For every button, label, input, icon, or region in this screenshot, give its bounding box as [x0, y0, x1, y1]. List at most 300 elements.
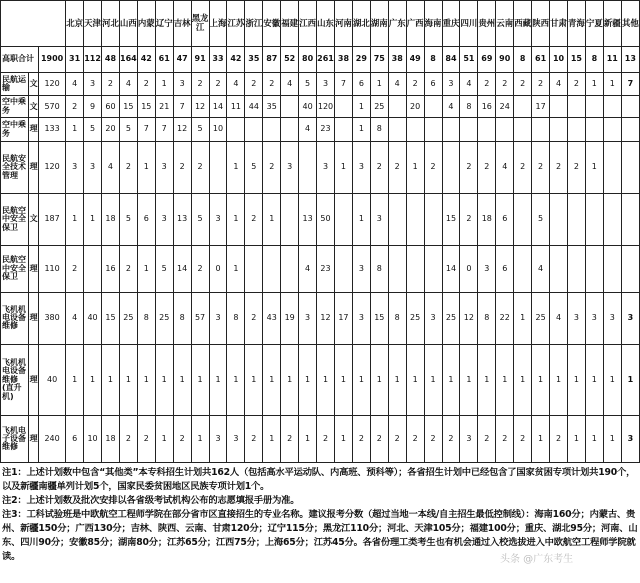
- cell-value: [550, 193, 568, 245]
- province-header: 山西: [119, 1, 137, 47]
- province-header: 四川: [460, 1, 478, 47]
- watermark: 头条 @广东考生: [500, 554, 574, 565]
- cell-value: [585, 246, 603, 293]
- cell-value: 1: [406, 344, 424, 416]
- cell-value: 18: [478, 193, 496, 245]
- cell-value: 1: [281, 344, 299, 416]
- plan-value: 69: [478, 46, 496, 72]
- plan-label: 高职合计: [1, 46, 39, 72]
- cell-value: 3: [621, 416, 639, 463]
- cell-value: 1: [442, 344, 460, 416]
- major-row: [1, 118, 640, 142]
- cell-value: [585, 193, 603, 245]
- plan-value: 164: [119, 46, 137, 72]
- province-header: 江西: [299, 1, 317, 47]
- cell-value: 1: [227, 344, 245, 416]
- cell-value: [514, 118, 532, 142]
- cell-value: 1: [621, 344, 639, 416]
- province-header: 其他: [621, 1, 639, 47]
- cell-value: [245, 246, 263, 293]
- cell-value: 10: [209, 118, 227, 142]
- cell-value: 2: [66, 96, 84, 118]
- province-header: 重庆: [442, 1, 460, 47]
- cell-value: 2: [442, 416, 460, 463]
- plan-value: 38: [334, 46, 352, 72]
- cell-value: 1: [514, 344, 532, 416]
- cell-value: 1: [532, 344, 550, 416]
- major-name: 飞机电子设备维修: [1, 416, 29, 463]
- major-total: 40: [39, 344, 66, 416]
- cell-value: 3: [209, 292, 227, 344]
- major-total: 240: [39, 416, 66, 463]
- major-name: 民航安全技术管理: [1, 141, 29, 193]
- province-header: 青海: [567, 1, 585, 47]
- cell-value: 2: [102, 72, 120, 96]
- cell-value: 3: [209, 193, 227, 245]
- plan-value: 35: [245, 46, 263, 72]
- cell-value: 1: [227, 246, 245, 293]
- cell-value: 3: [84, 141, 102, 193]
- cell-value: [567, 246, 585, 293]
- cell-value: 25: [370, 96, 388, 118]
- cell-value: 2: [370, 141, 388, 193]
- cell-value: [603, 246, 621, 293]
- cell-value: [281, 246, 299, 293]
- province-header: 广西: [406, 1, 424, 47]
- cell-value: 1: [603, 72, 621, 96]
- cell-value: 18: [102, 416, 120, 463]
- province-header: 北京: [66, 1, 84, 47]
- plan-value: 90: [496, 46, 514, 72]
- province-header: 福建: [281, 1, 299, 47]
- cell-value: 4: [66, 292, 84, 344]
- province-header: 安徽: [263, 1, 281, 47]
- major-name: 飞机机电设备维修: [1, 292, 29, 344]
- major-row: [1, 193, 640, 245]
- plan-value: 48: [102, 46, 120, 72]
- major-name: 飞机机电设备维修(直升机): [1, 344, 29, 416]
- plan-value: 87: [263, 46, 281, 72]
- major-name: 空中乘务: [1, 118, 29, 142]
- cell-value: 9: [84, 96, 102, 118]
- cell-value: 20: [406, 96, 424, 118]
- cell-value: 2: [137, 416, 155, 463]
- cell-value: 3: [352, 141, 370, 193]
- cell-value: 3: [352, 292, 370, 344]
- cell-value: 3: [209, 416, 227, 463]
- cell-value: 6: [496, 246, 514, 293]
- cell-value: 4: [299, 246, 317, 293]
- cell-value: [424, 246, 442, 293]
- major-row: [1, 72, 640, 96]
- cell-value: [388, 96, 406, 118]
- major-row: [1, 96, 640, 118]
- cell-value: 15: [137, 96, 155, 118]
- cell-value: 2: [478, 72, 496, 96]
- cell-value: [424, 118, 442, 142]
- cell-value: 2: [532, 72, 550, 96]
- cell-value: 1: [334, 416, 352, 463]
- cell-value: 12: [317, 292, 335, 344]
- cell-value: 1: [209, 344, 227, 416]
- cell-value: 1: [263, 344, 281, 416]
- cell-value: [334, 96, 352, 118]
- category: 理: [29, 246, 39, 293]
- cell-value: 2: [245, 416, 263, 463]
- cell-value: 3: [155, 193, 173, 245]
- cell-value: [424, 96, 442, 118]
- plan-value: 13: [621, 46, 639, 72]
- cell-value: [514, 193, 532, 245]
- cell-value: 1: [550, 344, 568, 416]
- cell-value: 18: [102, 193, 120, 245]
- plan-value: 80: [299, 46, 317, 72]
- header-row: [1, 1, 640, 47]
- cell-value: 2: [191, 72, 209, 96]
- cell-value: 24: [496, 96, 514, 118]
- cell-value: 1: [603, 416, 621, 463]
- cell-value: 1: [191, 344, 209, 416]
- cell-value: 5: [299, 72, 317, 96]
- cell-value: 23: [317, 246, 335, 293]
- cell-value: 6: [137, 193, 155, 245]
- cell-value: 2: [245, 193, 263, 245]
- major-name: 民航空中安全保卫: [1, 246, 29, 293]
- major-row: [1, 416, 640, 463]
- cell-value: 8: [173, 292, 191, 344]
- cell-value: 1: [155, 72, 173, 96]
- cell-value: [603, 193, 621, 245]
- cell-value: 2: [567, 141, 585, 193]
- cell-value: 25: [119, 292, 137, 344]
- cell-value: 2: [496, 72, 514, 96]
- province-header: 黑龙江: [191, 1, 209, 47]
- cell-value: 1: [585, 141, 603, 193]
- major-total: 120: [39, 141, 66, 193]
- cell-value: 3: [585, 292, 603, 344]
- cell-value: 2: [317, 416, 335, 463]
- cell-value: [514, 246, 532, 293]
- cell-value: 1: [514, 292, 532, 344]
- cell-value: 1: [352, 96, 370, 118]
- cell-value: 4: [550, 292, 568, 344]
- cell-value: 2: [460, 141, 478, 193]
- plan-value: 52: [281, 46, 299, 72]
- province-header: 内蒙: [137, 1, 155, 47]
- category: 理: [29, 118, 39, 142]
- cell-value: 5: [84, 118, 102, 142]
- plan-total-row: [1, 46, 640, 72]
- cell-value: 2: [245, 292, 263, 344]
- cell-value: 1: [137, 141, 155, 193]
- cell-value: 3: [281, 141, 299, 193]
- cell-value: [334, 246, 352, 293]
- major-row: [1, 246, 640, 293]
- category: 文: [29, 96, 39, 118]
- province-header: 河北: [102, 1, 120, 47]
- cell-value: 1: [370, 72, 388, 96]
- cell-value: 3: [173, 72, 191, 96]
- province-header: 宁夏: [585, 1, 603, 47]
- cell-value: 1: [119, 344, 137, 416]
- cell-value: 2: [388, 141, 406, 193]
- major-total: 570: [39, 96, 66, 118]
- cell-value: 40: [84, 292, 102, 344]
- cell-value: 4: [388, 72, 406, 96]
- major-row: [1, 292, 640, 344]
- cell-value: 4: [496, 141, 514, 193]
- category: 文: [29, 72, 39, 96]
- cell-value: 3: [567, 292, 585, 344]
- cell-value: [334, 193, 352, 245]
- category: 理: [29, 141, 39, 193]
- category: 理: [29, 416, 39, 463]
- province-header: 辽宁: [155, 1, 173, 47]
- cell-value: [388, 193, 406, 245]
- cell-value: 2: [370, 416, 388, 463]
- cell-value: 1: [352, 344, 370, 416]
- cell-value: 2: [209, 72, 227, 96]
- cell-value: [585, 118, 603, 142]
- cell-value: 6: [66, 416, 84, 463]
- cell-value: [603, 141, 621, 193]
- cell-value: 2: [245, 72, 263, 96]
- province-header: 海南: [424, 1, 442, 47]
- cell-value: 2: [424, 141, 442, 193]
- cell-value: 4: [66, 72, 84, 96]
- cell-value: 2: [496, 416, 514, 463]
- cell-value: 1: [317, 344, 335, 416]
- province-header: 河南: [334, 1, 352, 47]
- cell-value: 50: [317, 193, 335, 245]
- cell-value: 5: [191, 193, 209, 245]
- cell-value: 2: [406, 72, 424, 96]
- cell-value: [442, 118, 460, 142]
- cell-value: [424, 193, 442, 245]
- major-total: 120: [39, 72, 66, 96]
- cell-value: 4: [227, 72, 245, 96]
- cell-value: 8: [227, 292, 245, 344]
- cell-value: 5: [191, 118, 209, 142]
- cell-value: [281, 118, 299, 142]
- cell-value: [567, 118, 585, 142]
- cell-value: 4: [460, 72, 478, 96]
- plan-value: 15: [567, 46, 585, 72]
- cell-value: 7: [173, 96, 191, 118]
- cell-value: 2: [119, 416, 137, 463]
- cell-value: 5: [155, 246, 173, 293]
- cell-value: 20: [102, 118, 120, 142]
- category: 理: [29, 344, 39, 416]
- cell-value: 1: [155, 416, 173, 463]
- cell-value: 25: [406, 292, 424, 344]
- cell-value: 3: [317, 141, 335, 193]
- cell-value: 5: [245, 141, 263, 193]
- cell-value: [281, 193, 299, 245]
- cell-value: 17: [334, 292, 352, 344]
- province-header: 广东: [388, 1, 406, 47]
- cell-value: 1: [478, 344, 496, 416]
- cell-value: 19: [281, 292, 299, 344]
- cell-value: 1: [173, 344, 191, 416]
- cell-value: 2: [514, 141, 532, 193]
- cell-value: 1: [263, 416, 281, 463]
- cell-value: [406, 118, 424, 142]
- plan-value: 10: [550, 46, 568, 72]
- cell-value: 21: [155, 96, 173, 118]
- cell-value: 7: [621, 72, 639, 96]
- cell-value: 7: [334, 72, 352, 96]
- cell-value: 4: [550, 72, 568, 96]
- province-header: 西藏: [514, 1, 532, 47]
- cell-value: [603, 96, 621, 118]
- plan-value: 84: [442, 46, 460, 72]
- cell-value: 11: [227, 96, 245, 118]
- province-header: 上海: [209, 1, 227, 47]
- cell-value: 1: [585, 416, 603, 463]
- province-header: 陕西: [532, 1, 550, 47]
- cell-value: 8: [370, 246, 388, 293]
- cell-value: [514, 96, 532, 118]
- plan-value: 11: [603, 46, 621, 72]
- cell-value: [263, 246, 281, 293]
- cell-value: 23: [317, 118, 335, 142]
- cell-value: 1: [155, 344, 173, 416]
- cell-value: [334, 118, 352, 142]
- plan-total: 1900: [39, 46, 66, 72]
- cell-value: 1: [603, 344, 621, 416]
- cell-value: 1: [245, 344, 263, 416]
- cell-value: 1: [532, 416, 550, 463]
- cell-value: 1: [424, 344, 442, 416]
- cell-value: 2: [532, 141, 550, 193]
- cell-value: 2: [514, 416, 532, 463]
- cell-value: [550, 96, 568, 118]
- plan-value: 42: [227, 46, 245, 72]
- cell-value: 2: [352, 416, 370, 463]
- province-header: 湖南: [370, 1, 388, 47]
- plan-value: 47: [173, 46, 191, 72]
- cell-value: [621, 246, 639, 293]
- cell-value: 2: [478, 141, 496, 193]
- cell-value: [460, 118, 478, 142]
- major-name: 民航空中安全保卫: [1, 193, 29, 245]
- cell-value: 1: [84, 344, 102, 416]
- cell-value: 1: [137, 246, 155, 293]
- plan-value: 61: [155, 46, 173, 72]
- cell-value: 5: [119, 193, 137, 245]
- cell-value: 16: [478, 96, 496, 118]
- cell-value: [388, 118, 406, 142]
- cell-value: 3: [424, 292, 442, 344]
- cell-value: 15: [442, 193, 460, 245]
- province-header: 湖北: [352, 1, 370, 47]
- cell-value: 0: [460, 246, 478, 293]
- cell-value: 3: [370, 193, 388, 245]
- cell-value: [442, 141, 460, 193]
- cell-value: 1: [263, 193, 281, 245]
- cell-value: 2: [173, 141, 191, 193]
- cell-value: [621, 193, 639, 245]
- cell-value: 1: [370, 344, 388, 416]
- cell-value: [550, 118, 568, 142]
- cell-value: [585, 96, 603, 118]
- note-3: 注3：工科试验班是中欧航空工程师学院在部分省市区直接招生的专业名称。建议报考分数（超过当地一本线/自主招生最低控制线）：海南160分；内蒙古、贵州、新疆150分；广西130分；吉林、陕西、云南、甘肃120分；辽宁115分；黑龙江110分；河北、天津105分；福建100分；重庆、湖北95分；河南、山东、四川90分；安徽85分；湖南80分；江苏65分；江西75分；上海65分；江苏45分。各省份理工类考生也有机会通过入校选拔进入中欧航空工程师学院就读。: [2, 509, 638, 562]
- plan-value: 261: [317, 46, 335, 72]
- province-header: 江苏: [227, 1, 245, 47]
- cell-value: 1: [191, 416, 209, 463]
- cell-value: 1: [567, 416, 585, 463]
- plan-value: 51: [460, 46, 478, 72]
- cell-value: 5: [119, 118, 137, 142]
- plan-value: 112: [84, 46, 102, 72]
- cell-value: 8: [478, 292, 496, 344]
- cell-value: 14: [209, 96, 227, 118]
- cell-value: 2: [514, 72, 532, 96]
- plan-value: 31: [66, 46, 84, 72]
- cell-value: 3: [442, 72, 460, 96]
- cell-value: 5: [532, 193, 550, 245]
- category: 理: [29, 292, 39, 344]
- cell-value: 15: [370, 292, 388, 344]
- cell-value: [621, 141, 639, 193]
- cell-value: 12: [191, 96, 209, 118]
- cell-value: [281, 96, 299, 118]
- cell-value: 1: [585, 72, 603, 96]
- note-2: 注2：上述计划数及批次安排以各省级考试机构公布的志愿填报手册为准。: [2, 495, 300, 506]
- cell-value: 1: [352, 118, 370, 142]
- cell-value: 22: [496, 292, 514, 344]
- major-total: 380: [39, 292, 66, 344]
- plan-value: 42: [137, 46, 155, 72]
- cell-value: 1: [460, 344, 478, 416]
- cell-value: 1: [567, 344, 585, 416]
- plan-value: 38: [388, 46, 406, 72]
- cell-value: 8: [388, 292, 406, 344]
- cell-value: 2: [550, 416, 568, 463]
- plan-value: 29: [352, 46, 370, 72]
- cell-value: [388, 246, 406, 293]
- cell-value: 12: [173, 118, 191, 142]
- cell-value: 1: [585, 344, 603, 416]
- cell-value: 1: [406, 141, 424, 193]
- cell-value: 2: [191, 246, 209, 293]
- plan-value: 33: [209, 46, 227, 72]
- cell-value: 2: [388, 416, 406, 463]
- cell-value: 4: [532, 246, 550, 293]
- cell-value: 4: [442, 96, 460, 118]
- cell-value: 2: [567, 72, 585, 96]
- cell-value: 2: [66, 246, 84, 293]
- cell-value: [621, 96, 639, 118]
- cell-value: [603, 118, 621, 142]
- cell-value: 2: [406, 416, 424, 463]
- cell-value: 3: [227, 416, 245, 463]
- cell-value: 6: [496, 193, 514, 245]
- cell-value: 120: [317, 96, 335, 118]
- cell-value: 2: [263, 72, 281, 96]
- cell-value: 1: [388, 344, 406, 416]
- cell-value: 6: [424, 72, 442, 96]
- province-header: 吉林: [173, 1, 191, 47]
- cell-value: 1: [299, 416, 317, 463]
- cell-value: 1: [66, 118, 84, 142]
- cell-value: 3: [621, 292, 639, 344]
- province-header: 山东: [317, 1, 335, 47]
- cell-value: 2: [281, 416, 299, 463]
- cell-value: 1: [227, 141, 245, 193]
- cell-value: 7: [155, 118, 173, 142]
